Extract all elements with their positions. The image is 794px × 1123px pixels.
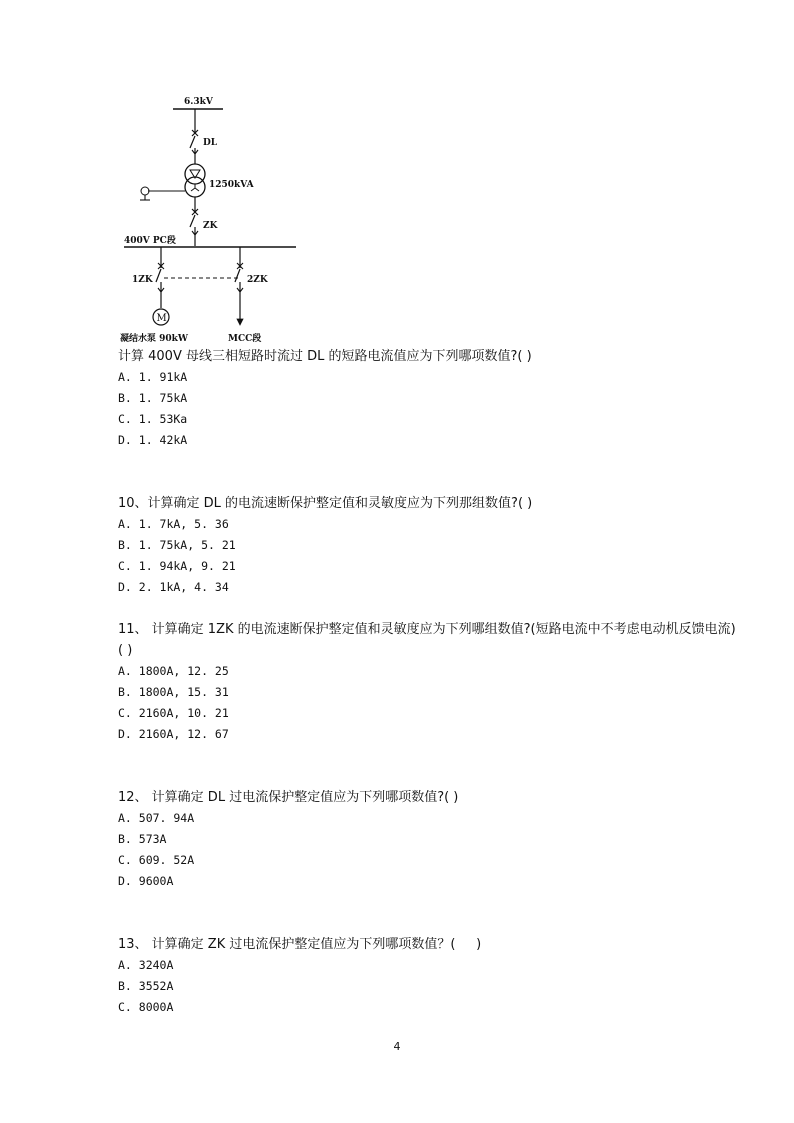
bus-label: 400V PC段 <box>124 236 176 246</box>
mcc-label: MCC段 <box>228 334 262 344</box>
option-a: A. 3240A <box>118 958 174 972</box>
neutral-ground-symbol <box>140 187 185 200</box>
page-number: 4 <box>393 1040 401 1053</box>
option-c: C. 2160A, 10. 21 <box>118 706 229 720</box>
option-a: A. 1. 7kA, 5. 36 <box>118 517 229 531</box>
question-stem: 10、计算确定 DL 的电流速断保护整定值和灵敏度应为下列那组数值?( ) <box>118 496 533 511</box>
question-stem: 11、 计算确定 1ZK 的电流速断保护整定值和灵敏度应为下列哪组数值?(短路电流中不考虑电动机反馈电流)( ) <box>118 622 736 658</box>
option-c: C. 1. 53Ka <box>118 412 188 426</box>
option-b: B. 1. 75kA, 5. 21 <box>118 538 236 552</box>
option-c: C. 1. 94kA, 9. 21 <box>118 559 236 573</box>
option-d: D. 2160A, 12. 67 <box>118 727 229 741</box>
option-a: A. 1. 91kA <box>118 370 188 384</box>
zk-breaker-symbol <box>190 209 198 246</box>
option-d: D. 9600A <box>118 874 174 888</box>
motor-symbol <box>153 309 169 325</box>
voltage-label: 6.3kV <box>184 97 213 107</box>
question-stem: 计算 400V 母线三相短路时流过 DL 的短路电流值应为下列哪项数值?( ) <box>118 349 532 364</box>
option-c: C. 8000A <box>118 1000 174 1014</box>
question-list <box>118 346 738 1018</box>
single-line-diagram-svg <box>118 88 318 346</box>
dl-breaker-symbol <box>190 130 198 154</box>
1zk-breaker-symbol <box>156 247 164 308</box>
pump-label: 凝结水泵 90kW <box>120 334 189 344</box>
question-12 <box>118 787 738 892</box>
transformer-label: 1250kVA <box>209 180 254 190</box>
question-10 <box>118 493 738 598</box>
question-9 <box>118 346 738 451</box>
question-stem: 12、 计算确定 DL 过电流保护整定值应为下列哪项数值?( ) <box>118 790 459 805</box>
dl-label: DL <box>203 138 218 148</box>
zk-label: ZK <box>203 221 218 231</box>
option-b: B. 1. 75kA <box>118 391 188 405</box>
option-b: B. 1800A, 15. 31 <box>118 685 229 699</box>
option-a: A. 1800A, 12. 25 <box>118 664 229 678</box>
option-d: D. 1. 42kA <box>118 433 188 447</box>
motor-letter: M <box>156 313 167 324</box>
question-11 <box>118 619 738 745</box>
question-13 <box>118 934 738 1018</box>
transformer-symbol <box>185 164 205 197</box>
2zk-breaker-symbol <box>235 247 243 325</box>
option-b: B. 573A <box>118 832 167 846</box>
option-b: B. 3552A <box>118 979 174 993</box>
1zk-label: 1ZK <box>132 275 153 285</box>
question-stem: 13、 计算确定 ZK 过电流保护整定值应为下列哪项数值？( ) <box>118 937 482 952</box>
option-c: C. 609. 52A <box>118 853 195 867</box>
option-d: D. 2. 1kA, 4. 34 <box>118 580 229 594</box>
single-line-diagram <box>118 88 318 346</box>
option-a: A. 507. 94A <box>118 811 195 825</box>
2zk-label: 2ZK <box>247 275 268 285</box>
